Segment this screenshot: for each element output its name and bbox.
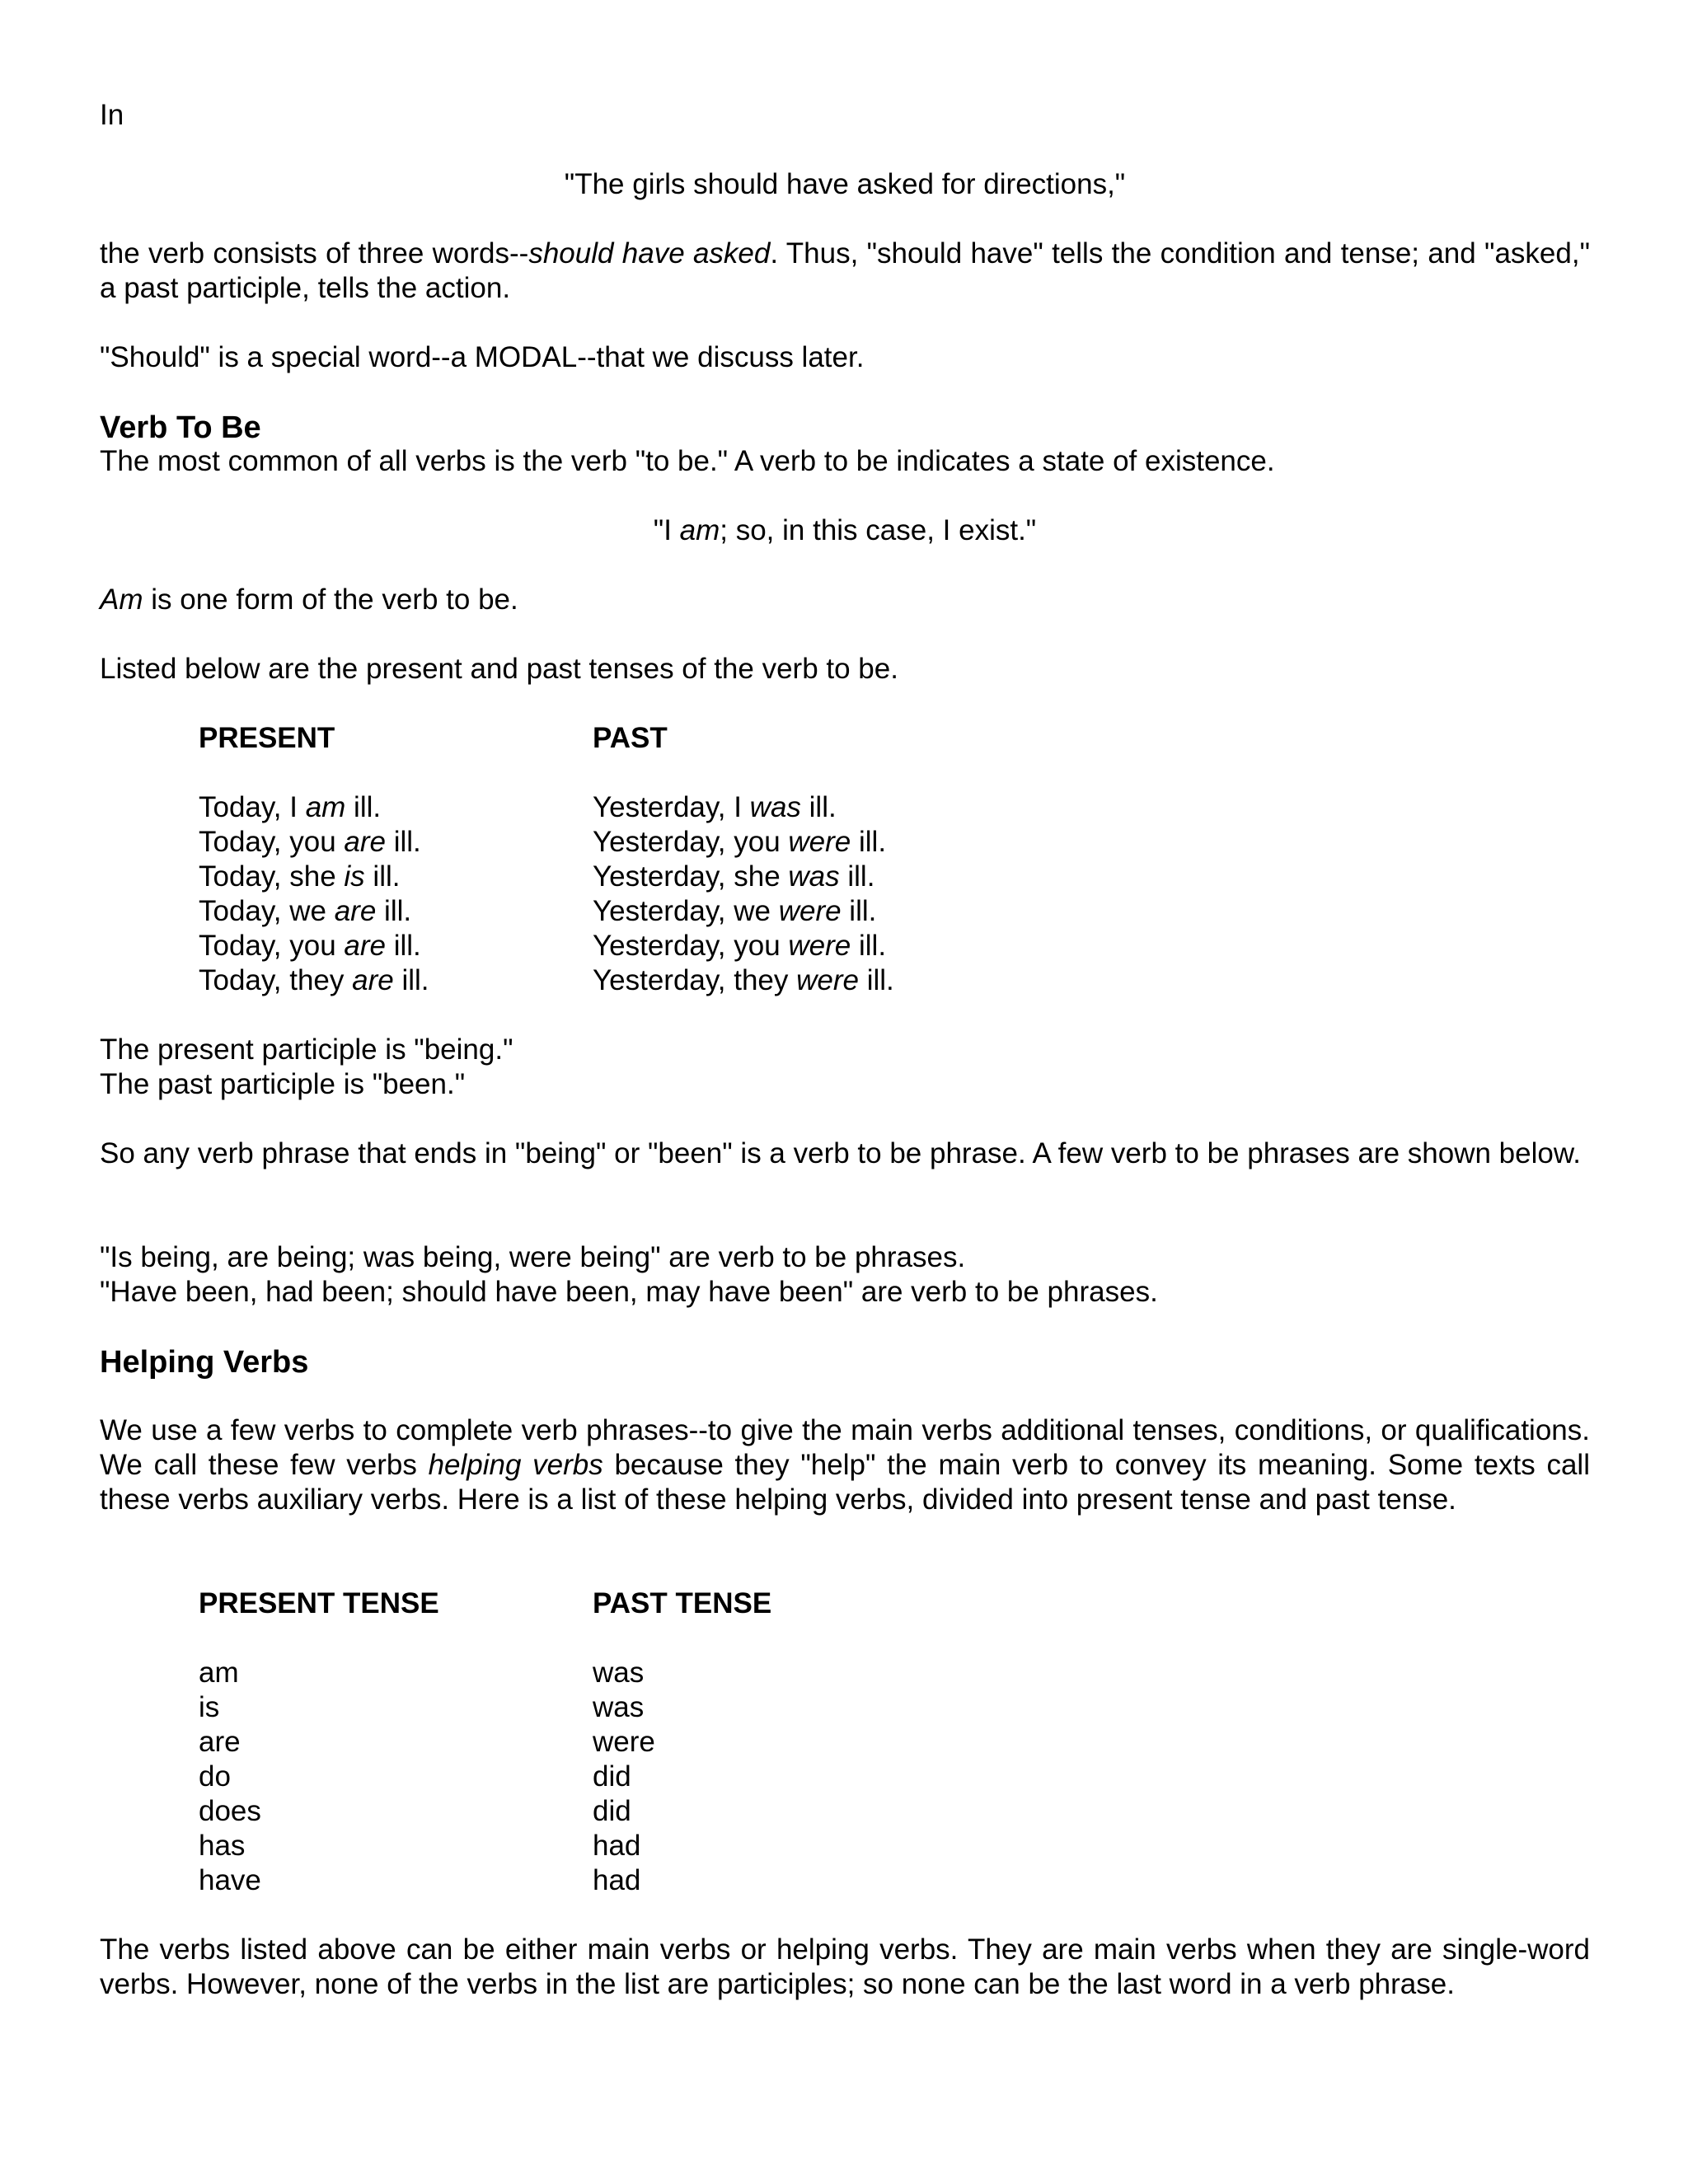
intro-quote: "The girls should have asked for directions," (564, 168, 1126, 200)
past-row: Yesterday, I was ill. (593, 791, 837, 823)
am-form-rest: is one form of the verb to be. (143, 583, 518, 616)
present-row: Today, I am ill. (199, 791, 382, 823)
present-tense-row: am (199, 1657, 239, 1689)
present-row: Today, we are ill. (199, 895, 412, 927)
intro-lead: In (100, 99, 124, 131)
past-tense-row: was (593, 1657, 645, 1689)
present-row: Today, you are ill. (199, 930, 421, 962)
present-row: Today, you are ill. (199, 826, 421, 858)
past-tense-row: did (593, 1760, 631, 1793)
present-tense-row: are (199, 1726, 241, 1758)
past-participle-note: The past participle is "been." (100, 1068, 466, 1100)
intro-paragraph-text: the verb consists of three words-- (100, 237, 529, 269)
exist-quote (100, 513, 1590, 548)
present-tense-row: have (199, 1864, 261, 1896)
past-row: Yesterday, she was ill. (593, 860, 875, 893)
past-row: Yesterday, they were ill. (593, 964, 894, 996)
past-tense-row: had (593, 1864, 641, 1896)
modal-note: "Should" is a special word--a MODAL--that we discuss later. (100, 341, 865, 373)
helping-verbs-text-end: because they "help" the main verb to convey its meaning. Some texts call these verbs auxiliary verbs. Here is a list of these helping verbs, divided into present tense and past tense. (100, 1449, 1590, 1516)
present-tense-row: does (199, 1795, 261, 1827)
phrase-example-1: "Is being, are being; was being, were being" are verb to be phrases. (100, 1241, 966, 1273)
past-tense-header: PAST TENSE (593, 1587, 772, 1619)
past-tense-row: were (593, 1726, 655, 1758)
heading-helping-verbs: Helping Verbs (100, 1345, 309, 1380)
helping-verbs-paragraph (100, 1413, 1590, 1517)
am-emphasis: Am (100, 583, 143, 616)
past-row: Yesterday, we were ill. (593, 895, 877, 927)
present-tense-row: is (199, 1691, 220, 1723)
exist-quote-end: ; so, in this case, I exist." (720, 514, 1037, 546)
am-form-note (100, 583, 1590, 617)
listed-below-note: Listed below are the present and past tenses of the verb to be. (100, 653, 898, 685)
present-tense-row: has (199, 1830, 246, 1862)
phrase-example-2: "Have been, had been; should have been, may have been" are verb to be phrases. (100, 1276, 1158, 1308)
verb-phrase-paragraph: So any verb phrase that ends in "being" or "been" is a verb to be phrase. A few verb to be phrases are shown below. (100, 1137, 1581, 1169)
intro-paragraph-text-end: . Thus, "should have" tells the condition and tense; and "asked," a past participle, tells the action. (100, 237, 1590, 304)
present-row: Today, she is ill. (199, 860, 401, 893)
present-header: PRESENT (199, 722, 335, 754)
present-tense-row: do (199, 1760, 231, 1793)
helping-verbs-text: We use a few verbs to complete verb phrases--to give the main verbs additional tenses, conditions, or qualifications. We call these few verbs (100, 1414, 1590, 1481)
present-column (199, 721, 429, 998)
past-tense-row: did (593, 1795, 631, 1827)
present-tense-column (199, 1586, 439, 1898)
intro-paragraph-emphasis: should have asked (528, 237, 771, 269)
verb-to-be-definition: The most common of all verbs is the verb "to be." A verb to be indicates a state of existence. (100, 445, 1275, 477)
past-header: PAST (593, 722, 668, 754)
present-tense-header: PRESENT TENSE (199, 1587, 439, 1619)
present-row: Today, they are ill. (199, 964, 429, 996)
exist-quote-start: "I (653, 514, 680, 546)
heading-verb-to-be: Verb To Be (100, 410, 261, 445)
intro-paragraph (100, 237, 1590, 306)
past-tense-row: had (593, 1830, 641, 1862)
past-row: Yesterday, you were ill. (593, 930, 887, 962)
past-row: Yesterday, you were ill. (593, 826, 887, 858)
present-participle-note: The present participle is "being." (100, 1033, 513, 1066)
past-column (593, 721, 894, 998)
exist-quote-emphasis: am (679, 514, 720, 546)
helping-verbs-emphasis: helping verbs (428, 1449, 603, 1481)
closing-paragraph: The verbs listed above can be either main verbs or helping verbs. They are main verbs when they are single-word verbs. However, none of the verbs in the list are participles; so none can be the last word in a verb phrase. (100, 1933, 1590, 2000)
past-tense-row: was (593, 1691, 645, 1723)
past-tense-column (593, 1586, 771, 1898)
